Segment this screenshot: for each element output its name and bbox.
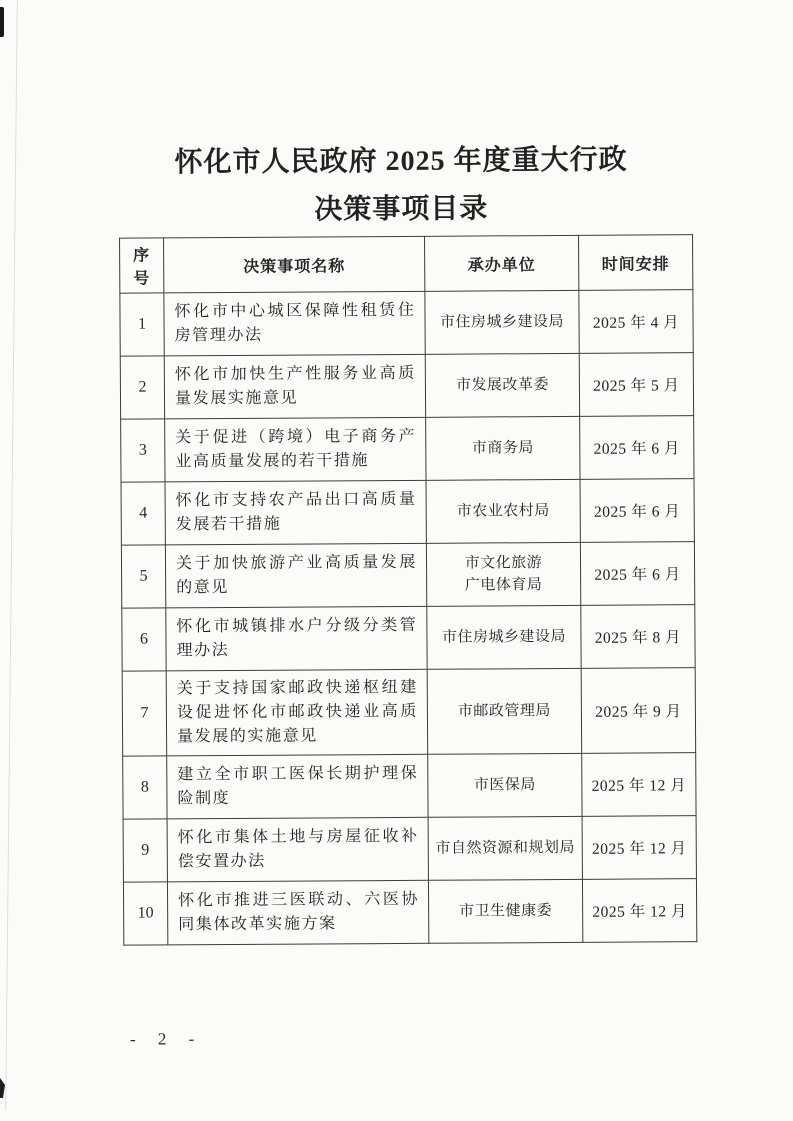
decision-name-cell: 关于促进（跨境）电子商务产业高质量发展的若干措施 xyxy=(165,417,426,482)
table-row xyxy=(122,668,696,756)
table-row xyxy=(122,605,695,671)
row-number-cell: 10 xyxy=(123,882,167,945)
row-number-cell: 6 xyxy=(122,608,166,671)
row-number-cell: 2 xyxy=(120,356,164,419)
table-row xyxy=(120,353,693,419)
table-header-row xyxy=(120,235,693,293)
column-header-time: 时间安排 xyxy=(579,235,693,291)
row-number-cell: 7 xyxy=(122,671,167,756)
time-cell: 2025 年 12 月 xyxy=(582,816,696,880)
unit-cell: 市邮政管理局 xyxy=(427,668,582,754)
table-row xyxy=(123,816,696,882)
decision-name-cell: 怀化市集体土地与房屋征收补偿安置办法 xyxy=(167,817,428,882)
time-cell: 2025 年 6 月 xyxy=(580,479,694,543)
row-number-cell: 4 xyxy=(121,482,165,545)
time-cell: 2025 年 5 月 xyxy=(579,353,693,417)
column-header-name: 决策事项名称 xyxy=(164,236,425,293)
row-number-cell: 8 xyxy=(123,756,167,819)
row-number-cell: 3 xyxy=(121,419,165,482)
decision-name-cell: 怀化市推进三医联动、六医协同集体改革实施方案 xyxy=(167,880,428,945)
time-cell: 2025 年 4 月 xyxy=(579,290,693,354)
unit-cell: 市自然资源和规划局 xyxy=(428,816,582,880)
column-header-unit: 承办单位 xyxy=(425,235,579,291)
time-cell: 2025 年 6 月 xyxy=(580,416,694,480)
decision-name-cell: 关于支持国家邮政快递枢纽建设促进怀化市邮政快递业高质量发展的实施意见 xyxy=(166,669,428,756)
time-cell: 2025 年 12 月 xyxy=(582,879,696,943)
table-row xyxy=(123,879,696,945)
table-row xyxy=(121,416,694,482)
time-cell: 2025 年 6 月 xyxy=(580,542,694,606)
decision-name-cell: 关于加快旅游产业高质量发展的意见 xyxy=(165,543,426,608)
unit-cell: 市医保局 xyxy=(428,753,582,817)
unit-cell: 市农业农村局 xyxy=(426,479,580,543)
row-number-cell: 5 xyxy=(121,545,165,608)
time-cell: 2025 年 9 月 xyxy=(581,668,696,754)
table-row xyxy=(123,753,696,819)
document-title-line1: 怀化市人民政府 2025 年度重大行政 xyxy=(174,144,628,179)
time-cell: 2025 年 8 月 xyxy=(581,605,695,669)
unit-cell: 市卫生健康委 xyxy=(428,879,582,943)
table-row xyxy=(121,542,694,608)
decision-name-cell: 怀化市城镇排水户分级分类管理办法 xyxy=(166,606,427,671)
unit-cell: 市住房城乡建设局 xyxy=(427,605,581,669)
decision-name-cell: 怀化市加快生产性服务业高质量发展实施意见 xyxy=(164,354,425,419)
time-cell: 2025 年 12 月 xyxy=(582,753,696,817)
unit-cell: 市住房城乡建设局 xyxy=(425,290,579,354)
table-row xyxy=(121,479,694,545)
decision-name-cell: 建立全市职工医保长期护理保险制度 xyxy=(167,754,428,819)
table-row xyxy=(120,290,693,356)
unit-cell: 市文化旅游 广电体育局 xyxy=(426,542,580,606)
decision-items-table xyxy=(119,234,697,945)
document-title-line2: 决策事项目录 xyxy=(314,193,489,226)
page-number: - 2 - xyxy=(129,1029,204,1049)
column-header-number: 序号 xyxy=(120,238,164,293)
document-title xyxy=(0,136,791,237)
unit-cell: 市商务局 xyxy=(426,416,580,480)
unit-cell: 市发展改革委 xyxy=(425,353,579,417)
decision-name-cell: 怀化市中心城区保障性租赁住房管理办法 xyxy=(164,291,425,356)
row-number-cell: 1 xyxy=(120,293,164,356)
row-number-cell: 9 xyxy=(123,819,167,882)
decision-name-cell: 怀化市支持农产品出口高质量发展若干措施 xyxy=(165,480,426,545)
